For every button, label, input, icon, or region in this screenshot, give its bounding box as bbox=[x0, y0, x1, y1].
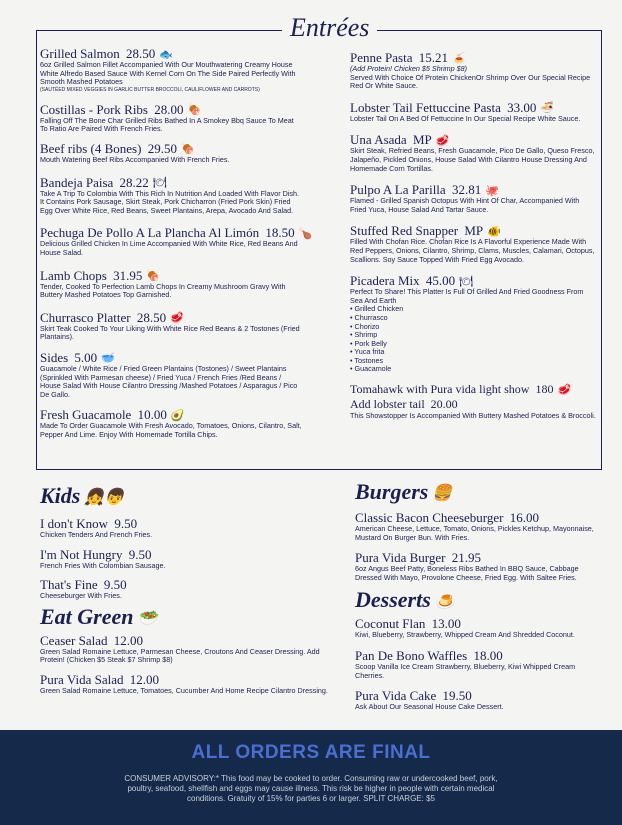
item-description: Cheeseburger With Fries. bbox=[40, 591, 122, 601]
item-price: 18.00 bbox=[473, 647, 503, 663]
item-note: (SAUTÉED MIXED VEGGIES IN GARLIC BUTTER BROCCOLI, CAULIFLOWER AND CARROTS) bbox=[40, 86, 260, 93]
item-addon-price: 20.00 bbox=[430, 397, 458, 412]
item-price: 21.95 bbox=[451, 550, 481, 566]
menu-item-stuffed-red-snapper bbox=[350, 223, 596, 264]
menu-item-penne-pasta bbox=[350, 50, 596, 91]
item-price: 32.81 bbox=[451, 182, 482, 198]
burger-item bbox=[355, 510, 605, 542]
item-name: Coconut Flan bbox=[355, 616, 426, 632]
picadera-list bbox=[350, 305, 596, 374]
item-price: 29.50 bbox=[147, 140, 177, 156]
eat-green-item bbox=[40, 633, 340, 665]
item-price: 9.50 bbox=[103, 577, 127, 593]
item-name: Pechuga De Pollo A La Plancha Al Limón bbox=[40, 225, 260, 241]
item-name: Pulpo A La Parilla bbox=[350, 182, 446, 198]
plate-icon: 🍽 bbox=[152, 177, 167, 190]
item-price: 12.00 bbox=[129, 671, 159, 687]
steak-icon: 🥩 bbox=[170, 312, 184, 325]
item-description: 6oz Angus Beef Patty, Boneless Ribs Bathed In BBQ Sauce, Cabbage Dressed With Mayo, Provolone Cheese, Fried Egg. With Saltee Fries. bbox=[355, 564, 579, 582]
consumer-advisory: CONSUMER ADVISORY:* This food may be cooked to order. Consuming raw or undercooked beef, pork, poultry, seafood, shellfish and eggs may cause illness. This risk be higher in people with certain medical conditions. Gratuity of 15% for parties 6 or larger. SPLIT CHARGE: $5 bbox=[124, 774, 498, 803]
item-description: Chicken Tenders And French Fries. bbox=[40, 530, 153, 539]
item-name: Bandeja Paisa bbox=[40, 174, 114, 190]
dessert-item bbox=[355, 648, 605, 680]
menu-item-beef-ribs bbox=[40, 141, 302, 165]
item-name: Pura Vida Salad bbox=[40, 671, 124, 687]
octopus-icon: 🐙 bbox=[485, 184, 499, 197]
item-description: Green Salad Romaine Lettuce, Tomatoes, Cucumber And Home Recipe Cilantro Dressing. bbox=[40, 685, 328, 695]
item-price: 9.50 bbox=[128, 546, 152, 562]
beef-ribs-icon: 🍖 bbox=[180, 143, 195, 156]
item-name: I'm Not Hungry bbox=[40, 546, 123, 562]
item-price: 31.95 bbox=[113, 267, 143, 283]
item-description: Ask About Our Seasonal House Cake Dessert. bbox=[355, 702, 504, 712]
item-description: This Showstopper Is Accompanied With Buttery Mashed Potatoes & Broccoli. bbox=[350, 411, 596, 421]
list-item: • Pork Belly bbox=[350, 338, 387, 348]
item-name: Pan De Bono Waffles bbox=[355, 647, 468, 663]
item-description: Mouth Watering Beef Ribs Accompanied With French Fries. bbox=[40, 154, 230, 164]
item-name: I don't Know bbox=[40, 516, 109, 531]
menu-item-tomahawk bbox=[350, 382, 596, 421]
menu-item-una-asada bbox=[350, 132, 596, 173]
steak-icon: 🥩 bbox=[435, 134, 450, 147]
kids-item bbox=[40, 577, 340, 601]
lamb-chop-icon: 🍖 bbox=[146, 270, 161, 283]
item-description: Falling Off The Bone Char Grilled Ribs Bathed In A Smokey Bbq Sauce To Meat To Ratio Are Paired With French Fries. bbox=[40, 115, 294, 134]
item-description: Guacamole / White Rice / Fried Green Plantains (Tostones) / Sweet Plantains (Sprinkled With Parmesan cheese) / Fried Yuca / French Fries /Red Beans / House Salad With House Cilantro Dressing /Mashed Potatoes / Asparagus / Pico De Gallo. bbox=[40, 363, 298, 399]
item-description: Filled With Chofan Rice. Chofan Rice Is A Flavorful Experience Made With Red Peppers, Onions, Cilantro, Shrimp, Clams, Muscles, Calamari, Octopus, Scallions. Soy Sauce Topped With Fried Egg Avocado. bbox=[350, 237, 595, 264]
item-description: Skirt Steak, Refried Beans, Fresh Guacamole, Pico De Gallo, Queso Fresco, Jalapeño, Pickled Onions, House Salad With Cilantro House Dressing And Homemade Corn Tortillas. bbox=[350, 146, 595, 173]
menu-item-fresh-guacamole bbox=[40, 407, 302, 439]
item-name: Picadera Mix bbox=[350, 273, 420, 289]
item-price: 28.22 bbox=[119, 174, 149, 190]
burgers-heading: Burgers 🍔 bbox=[355, 479, 453, 504]
menu-item-picadera-mix bbox=[350, 273, 596, 374]
item-name: Stuffed Red Snapper bbox=[350, 223, 459, 239]
item-description: Scoop Vanilla Ice Cream Strawberry, Blueberry, Kiwi Whipped Cream Cherries. bbox=[355, 661, 576, 680]
avocado-icon: 🥑 bbox=[170, 409, 185, 422]
item-name: That's Fine bbox=[40, 577, 98, 593]
bowl-icon: 🥣 bbox=[101, 352, 115, 365]
eat-green-heading: Eat Green 🥗 bbox=[40, 603, 158, 629]
burger-item bbox=[355, 550, 605, 582]
item-price: 33.00 bbox=[507, 99, 537, 115]
item-description: French Fries With Colombian Sausage. bbox=[40, 560, 166, 570]
item-price: 180 bbox=[535, 382, 554, 397]
fettuccine-icon: 🍜 bbox=[540, 102, 555, 115]
kids-item bbox=[40, 516, 340, 540]
item-name: Tomahawk with Pura vida light show bbox=[350, 382, 530, 397]
item-description: Green Salad Romaine Lettuce, Parmesan Cheese, Croutons And Ceaser Dressing. Add Protein! (Chicken $5 Steak $7 Shrimp $8) bbox=[40, 646, 320, 665]
item-description: Lobster Tail On A Bed Of Fettuccine In Our Special Recipe White Sauce. bbox=[350, 113, 581, 123]
item-price: 28.50 bbox=[126, 46, 156, 61]
item-description: American Cheese, Lettuce, Tomato, Onions, Pickles Ketchup, Mayonnaise, Mustard On Burger Bun. With Fries. bbox=[355, 524, 594, 542]
item-name: Penne Pasta bbox=[350, 50, 413, 65]
menu-item-pulpo-a-la-parilla bbox=[350, 182, 596, 214]
item-description: Made To Order Guacamole With Fresh Avocado, Tomatoes, Onions, Cilantro, Salt, Pepper And Lime. Enjoy With Homemade Tortilla Chips. bbox=[40, 421, 302, 439]
fish-icon: 🐟 bbox=[159, 48, 173, 61]
dessert-item bbox=[355, 616, 605, 640]
flan-icon: 🍮 bbox=[434, 593, 455, 611]
item-price: 12.00 bbox=[113, 632, 144, 648]
item-price: MP bbox=[464, 223, 484, 239]
kids-heading: Kids 👧👦 bbox=[40, 483, 125, 508]
item-description: Served With Choice Of Protein ChickenOr Shrimp Over Our Special Recipe Red Or White Sauce. bbox=[350, 72, 591, 91]
list-item: • Grilled Chicken bbox=[350, 304, 404, 314]
pasta-icon: 🍝 bbox=[451, 52, 466, 65]
item-price: 13.00 bbox=[431, 616, 461, 632]
item-price: 9.50 bbox=[114, 516, 138, 531]
item-price: 15.21 bbox=[418, 50, 448, 65]
menu-item-churrasco-platter bbox=[40, 310, 302, 342]
menu-item-lamb-chops bbox=[40, 268, 302, 300]
item-name: Fresh Guacamole bbox=[40, 407, 132, 423]
item-name: Classic Bacon Cheeseburger bbox=[355, 510, 504, 525]
item-price: MP bbox=[412, 132, 432, 148]
item-description: Flamed - Grilled Spanish Octopus With Hint Of Char, Accompanied With Fried Yuca, House Salad And Tartar Sauce. bbox=[350, 196, 580, 214]
menu-item-sides bbox=[40, 350, 302, 399]
lower-left-column bbox=[40, 484, 340, 696]
dessert-item bbox=[355, 688, 605, 712]
kids-icon: 👧👦 bbox=[84, 489, 125, 507]
item-name: Lamb Chops bbox=[40, 267, 107, 283]
item-name: Una Asada bbox=[350, 132, 407, 148]
platter-icon: 🍽 bbox=[459, 275, 474, 288]
orders-final-banner: ALL ORDERS ARE FINAL bbox=[191, 742, 431, 763]
item-name: Churrasco Platter bbox=[40, 309, 131, 325]
item-price: 45.00 bbox=[425, 273, 456, 289]
list-item: • Tostones bbox=[350, 355, 384, 365]
entrees-title: Entrées bbox=[282, 12, 377, 48]
item-name: Sides bbox=[40, 349, 69, 365]
menu-item-grilled-salmon bbox=[40, 46, 302, 94]
item-name: Costillas - Pork Ribs bbox=[40, 101, 148, 117]
item-description: Delicious Grilled Chicken In Lime Accompanied With White Rice, Red Beans And House Salad. bbox=[40, 239, 298, 257]
kids-item bbox=[40, 547, 340, 571]
item-price: 28.00 bbox=[154, 101, 184, 117]
menu-item-costillas bbox=[40, 102, 302, 134]
item-subtitle: (Add Protein! Chicken $5 Shrimp $8) bbox=[350, 64, 468, 73]
item-name: Grilled Salmon bbox=[40, 46, 120, 61]
item-name: Pura Vida Burger bbox=[355, 550, 446, 566]
item-name: Pura Vida Cake bbox=[355, 688, 437, 704]
list-item: • Shrimp bbox=[350, 330, 378, 340]
list-item: • Guacamole bbox=[350, 364, 392, 374]
item-price: 28.50 bbox=[136, 309, 167, 325]
item-price: 10.00 bbox=[137, 407, 167, 423]
salad-bowl-icon: 🥗 bbox=[137, 610, 158, 628]
menu-item-pechuga-de-pollo bbox=[40, 225, 313, 257]
item-description: Kiwi, Blueberry, Strawberry, Whipped Cream And Shredded Coconut. bbox=[355, 630, 575, 640]
burger-icon: 🍔 bbox=[432, 485, 453, 503]
entrees-left-column bbox=[40, 46, 313, 439]
item-description: 6oz Grilled Salmon Fillet Accompanied With Our Mouthwatering Creamy House White Alfredo Based Sauce With Kernel Corn On The Side Paired Perfectly With Smooth Mashed Potatoes bbox=[40, 60, 296, 87]
menu-item-lobster-tail-fettuccine bbox=[350, 100, 596, 124]
tomahawk-icon: 🥩 bbox=[557, 383, 572, 396]
item-description: Take A Trip To Colombia With This Rich In Nutrition And Loaded With Flavor Dish. It Contains Pork Sausage, Skirt Steak, Pork Chicharron (Fried Pork Skin) Fried Egg Over White Rice, Red Beans, Sweet Plantains, Arepa, Avocado And Salad. bbox=[40, 188, 299, 215]
chicken-icon: 🍗 bbox=[298, 227, 313, 240]
list-item: • Yuca frita bbox=[350, 347, 385, 357]
item-addon-name: Add lobster tail bbox=[350, 397, 425, 412]
menu-item-bandeja-paisa bbox=[40, 175, 302, 216]
item-price: 18.50 bbox=[265, 225, 295, 241]
item-price: 16.00 bbox=[509, 510, 539, 525]
item-description: Perfect To Share! This Platter Is Full Of Grilled And Fried Goodness From Sea And Earth bbox=[350, 287, 584, 305]
item-price: 19.50 bbox=[442, 688, 472, 704]
list-item: • Chorizo bbox=[350, 321, 380, 331]
ribs-icon: 🍖 bbox=[187, 104, 202, 117]
lower-right-column bbox=[355, 480, 605, 712]
list-item: • Churrasco bbox=[350, 312, 388, 322]
snapper-icon: 🐠 bbox=[487, 225, 501, 238]
item-name: Lobster Tail Fettuccine Pasta bbox=[350, 99, 501, 115]
item-description: Skirt Teak Cooked To Your Liking With White Rice Red Beans & 2 Tostones (Fried Plantains). bbox=[40, 323, 300, 342]
item-name: Beef ribs (4 Bones) bbox=[40, 140, 142, 156]
item-name: Ceaser Salad bbox=[40, 632, 108, 648]
item-price: 5.00 bbox=[74, 349, 98, 365]
eat-green-item bbox=[40, 672, 340, 696]
item-description: Tender, Cooked To Perfection Lamb Chops In Creamy Mushroom Gravy With Buttery Mashed Potatoes Top Garnished. bbox=[40, 281, 286, 300]
desserts-heading: Desserts 🍮 bbox=[355, 587, 455, 613]
entrees-right-column bbox=[350, 50, 596, 421]
